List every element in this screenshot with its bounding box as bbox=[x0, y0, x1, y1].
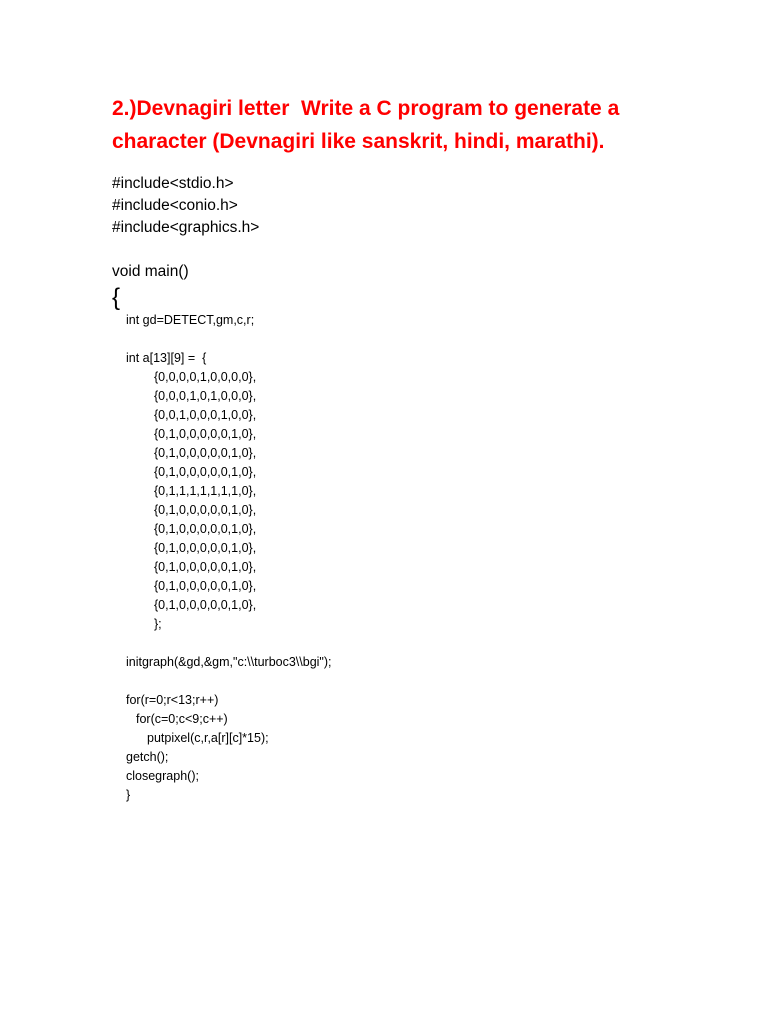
code-main-signature: void main() bbox=[112, 263, 189, 280]
title-line-2: character (Devnagiri like sanskrit, hindi, marathi). bbox=[112, 130, 605, 153]
code-array-row: {0,0,1,0,0,0,1,0,0}, bbox=[154, 408, 257, 422]
code-for-outer: for(r=0;r<13;r++) bbox=[126, 693, 219, 707]
code-array-close: }; bbox=[154, 617, 162, 631]
code-array-row: {0,1,0,0,0,0,0,1,0}, bbox=[154, 541, 257, 555]
code-array-row: {0,1,0,0,0,0,0,1,0}, bbox=[154, 503, 257, 517]
code-array-header: int a[13][9] = { bbox=[126, 351, 207, 365]
code-array-row: {0,1,0,0,0,0,0,1,0}, bbox=[154, 522, 257, 536]
code-for-inner: for(c=0;c<9;c++) bbox=[136, 712, 228, 726]
code-array-row: {0,0,0,0,1,0,0,0,0}, bbox=[154, 370, 257, 384]
code-getch: getch(); bbox=[126, 750, 169, 764]
code-array-row: {0,1,0,0,0,0,0,1,0}, bbox=[154, 446, 257, 460]
code-array-row: {0,1,0,0,0,0,0,1,0}, bbox=[154, 598, 257, 612]
code-array-row: {0,1,0,0,0,0,0,1,0}, bbox=[154, 465, 257, 479]
title-line-1: 2.)Devnagiri letter Write a C program to generate a bbox=[112, 97, 620, 120]
code-array-row: {0,1,0,0,0,0,0,1,0}, bbox=[154, 427, 257, 441]
code-close-brace: } bbox=[126, 788, 131, 802]
code-putpixel: putpixel(c,r,a[r][c]*15); bbox=[147, 731, 269, 745]
code-include-stdio: #include<stdio.h> bbox=[112, 175, 234, 192]
document-title bbox=[112, 92, 732, 158]
code-array-row: {0,1,0,0,0,0,0,1,0}, bbox=[154, 579, 257, 593]
code-include-conio: #include<conio.h> bbox=[112, 197, 238, 214]
code-open-brace: { bbox=[112, 284, 121, 311]
code-include-graphics: #include<graphics.h> bbox=[112, 219, 260, 236]
code-initgraph: initgraph(&gd,&gm,"c:\\turboc3\\bgi"); bbox=[126, 655, 332, 669]
code-array-row: {0,0,0,1,0,1,0,0,0}, bbox=[154, 389, 257, 403]
code-declaration: int gd=DETECT,gm,c,r; bbox=[126, 313, 255, 327]
code-array-row: {0,1,1,1,1,1,1,1,0}, bbox=[154, 484, 257, 498]
code-array-row: {0,1,0,0,0,0,0,1,0}, bbox=[154, 560, 257, 574]
code-closegraph: closegraph(); bbox=[126, 769, 199, 783]
